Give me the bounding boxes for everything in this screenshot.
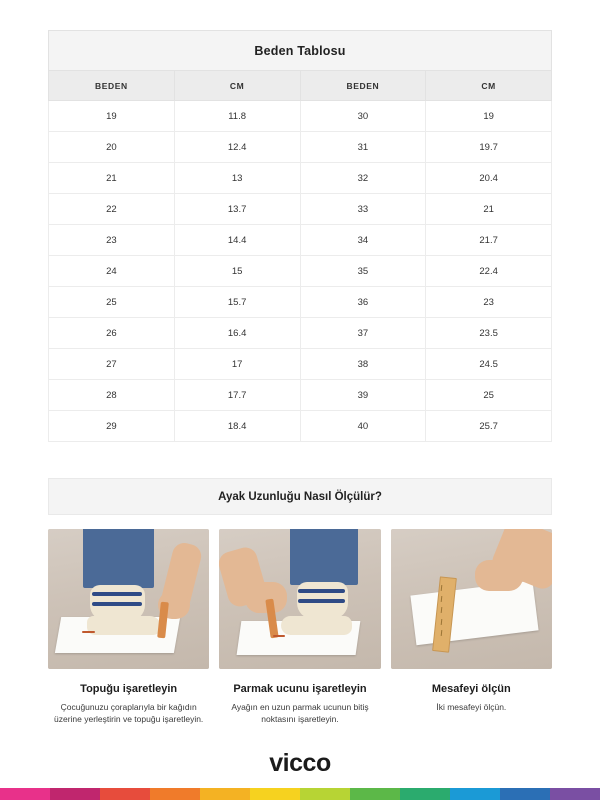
table-header-cell: BEDEN (49, 71, 175, 101)
color-swatch (450, 788, 500, 800)
table-cell: 34 (300, 225, 426, 256)
table-cell: 32 (300, 163, 426, 194)
table-cell: 40 (300, 411, 426, 442)
table-cell: 21.7 (426, 225, 552, 256)
table-cell: 35 (300, 256, 426, 287)
table-cell: 36 (300, 287, 426, 318)
footer (0, 749, 600, 800)
table-cell: 25.7 (426, 411, 552, 442)
table-header-row (49, 71, 552, 101)
table-cell: 33 (300, 194, 426, 225)
step-title: Topuğu işaretleyin (80, 683, 178, 695)
table-cell: 15.7 (174, 287, 300, 318)
table-cell: 17 (174, 349, 300, 380)
step-description: Ayağın en uzun parmak ucunun bitiş noktasını işaretleyin. (231, 702, 369, 725)
step-item (391, 529, 552, 726)
table-cell: 22.4 (426, 256, 552, 287)
step-item (219, 529, 380, 726)
table-row (49, 318, 552, 349)
table-cell: 14.4 (174, 225, 300, 256)
table-cell: 21 (49, 163, 175, 194)
table-cell: 23 (426, 287, 552, 318)
table-cell: 38 (300, 349, 426, 380)
table-row (49, 132, 552, 163)
color-swatch (150, 788, 200, 800)
foot-on-paper-heel-mark-photo (48, 529, 209, 669)
table-header-cell: CM (426, 71, 552, 101)
table-row (49, 256, 552, 287)
table-row (49, 411, 552, 442)
brand-logo: vicco (269, 749, 331, 777)
table-row (49, 163, 552, 194)
size-table-block (48, 30, 552, 442)
size-table (48, 70, 552, 442)
color-swatch (500, 788, 550, 800)
step-item (48, 529, 209, 726)
step-description: İki mesafeyi ölçün. (436, 702, 507, 712)
brand-color-bar (0, 788, 600, 800)
color-swatch (0, 788, 50, 800)
table-cell: 17.7 (174, 380, 300, 411)
table-cell: 39 (300, 380, 426, 411)
table-row (49, 101, 552, 132)
table-cell: 12.4 (174, 132, 300, 163)
how-to-measure-block (48, 478, 552, 726)
color-swatch (300, 788, 350, 800)
table-cell: 20.4 (426, 163, 552, 194)
table-cell: 16.4 (174, 318, 300, 349)
color-swatch (400, 788, 450, 800)
table-cell: 19.7 (426, 132, 552, 163)
table-cell: 31 (300, 132, 426, 163)
table-cell: 21 (426, 194, 552, 225)
how-to-measure-title: Ayak Uzunluğu Nasıl Ölçülür? (48, 478, 552, 515)
table-cell: 22 (49, 194, 175, 225)
table-cell: 23 (49, 225, 175, 256)
table-cell: 18.4 (174, 411, 300, 442)
table-cell: 25 (49, 287, 175, 318)
color-swatch (350, 788, 400, 800)
ruler-measuring-paper-photo (391, 529, 552, 669)
table-cell: 24 (49, 256, 175, 287)
table-header-cell: BEDEN (300, 71, 426, 101)
table-cell: 30 (300, 101, 426, 132)
size-table-title: Beden Tablosu (48, 30, 552, 70)
table-cell: 26 (49, 318, 175, 349)
table-cell: 27 (49, 349, 175, 380)
table-cell: 29 (49, 411, 175, 442)
table-row (49, 349, 552, 380)
step-title: Parmak ucunu işaretleyin (233, 683, 367, 695)
table-cell: 37 (300, 318, 426, 349)
color-swatch (50, 788, 100, 800)
step-title: Mesafeyi ölçün (431, 683, 511, 695)
table-cell: 11.8 (174, 101, 300, 132)
table-cell: 25 (426, 380, 552, 411)
step-description: Çocuğunuzu çoraplarıyla bir kağıdın üzerine yerleştirin ve topuğu işaretleyin. (54, 702, 204, 725)
color-swatch (250, 788, 300, 800)
table-cell: 13.7 (174, 194, 300, 225)
table-header-cell: CM (174, 71, 300, 101)
table-cell: 15 (174, 256, 300, 287)
color-swatch (100, 788, 150, 800)
table-row (49, 287, 552, 318)
table-row (49, 225, 552, 256)
steps-list (48, 529, 552, 726)
table-cell: 19 (49, 101, 175, 132)
table-cell: 24.5 (426, 349, 552, 380)
color-swatch (550, 788, 600, 800)
table-cell: 28 (49, 380, 175, 411)
table-row (49, 194, 552, 225)
foot-on-paper-toe-mark-photo (219, 529, 380, 669)
color-swatch (200, 788, 250, 800)
table-cell: 23.5 (426, 318, 552, 349)
table-cell: 13 (174, 163, 300, 194)
table-cell: 20 (49, 132, 175, 163)
table-cell: 19 (426, 101, 552, 132)
table-row (49, 380, 552, 411)
